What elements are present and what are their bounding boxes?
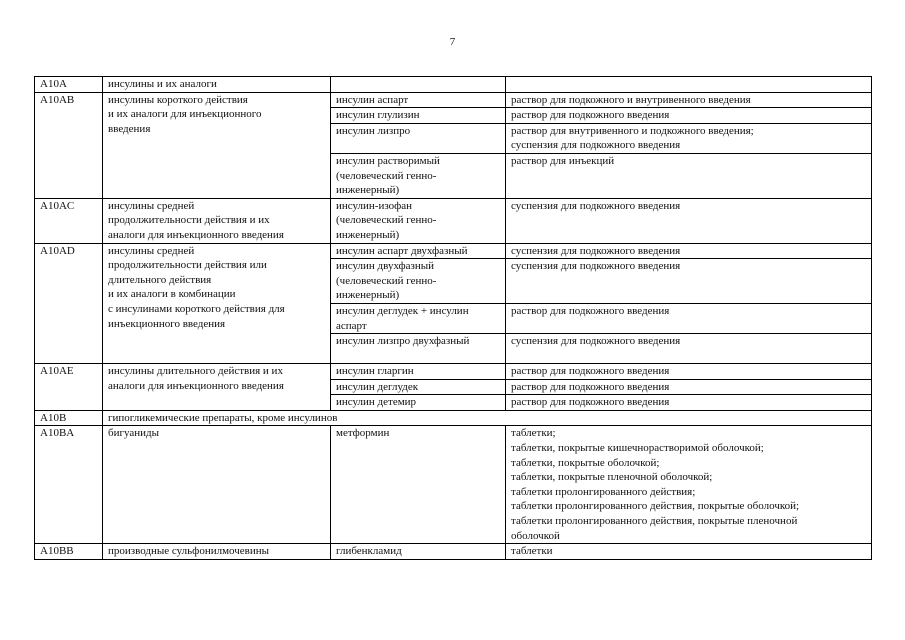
table-row [35, 426, 872, 544]
drug-name: инсулин гларгин [331, 364, 506, 380]
table-row [35, 243, 872, 259]
page-number: 7 [449, 36, 456, 48]
group-name: инсулины средней продолжительности действия и их аналоги для инъекционного введения [103, 198, 331, 243]
drug-name: инсулин аспарт двухфазный [331, 243, 506, 259]
dosage-form: таблетки; таблетки, покрытые кишечнорастворимой оболочкой; таблетки, покрытые оболочкой; таблетки, покрытые пленочной оболочкой; таблетки пролонгированного действия; таблетки пролонгированного действия, покрытые оболочкой; таблетки пролонгированного действия, покрытые пленочной оболочкой [506, 426, 872, 544]
drug-name: инсулин деглудек + инсулин аспарт [331, 303, 506, 333]
dosage-form: раствор для подкожного введения [506, 303, 872, 333]
group-name: гипогликемические препараты, кроме инсулинов [103, 410, 872, 426]
drug-name: инсулин растворимый (человеческий генно- инженерный) [331, 153, 506, 198]
drug-name: глибенкламид [331, 544, 506, 560]
table-row [35, 92, 872, 108]
drug-name: инсулин аспарт [331, 92, 506, 108]
table-row [35, 544, 872, 560]
atc-code: A10BB [35, 544, 103, 560]
group-name: инсулины и их аналоги [103, 77, 331, 93]
table-row [35, 198, 872, 243]
drug-name: метформин [331, 426, 506, 544]
atc-drug-table [34, 76, 872, 560]
dosage-form: раствор для подкожного и внутривенного введения [506, 92, 872, 108]
table-row [35, 77, 872, 93]
dosage-form: раствор для внутривенного и подкожного введения; суспензия для подкожного введения [506, 123, 872, 153]
dosage-form: раствор для подкожного введения [506, 395, 872, 411]
drug-name: инсулин двухфазный (человеческий генно- инженерный) [331, 259, 506, 304]
group-name: инсулины длительного действия и их аналоги для инъекционного введения [103, 364, 331, 411]
drug-name [331, 77, 506, 93]
atc-code: A10BA [35, 426, 103, 544]
dosage-form: раствор для инъекций [506, 153, 872, 198]
atc-code: A10B [35, 410, 103, 426]
group-name: бигуаниды [103, 426, 331, 544]
atc-code: A10AE [35, 364, 103, 411]
group-name: инсулины короткого действия и их аналоги для инъекционного введения [103, 92, 331, 198]
atc-code: A10AB [35, 92, 103, 198]
table-row [35, 410, 872, 426]
drug-name: инсулин-изофан (человеческий генно- инженерный) [331, 198, 506, 243]
table-row [35, 364, 872, 380]
group-name: инсулины средней продолжительности действия или длительного действия и их аналоги в комбинации с инсулинами короткого действия для инъекционного введения [103, 243, 331, 364]
group-name: производные сульфонилмочевины [103, 544, 331, 560]
dosage-form [506, 77, 872, 93]
atc-code: A10AD [35, 243, 103, 364]
dosage-form: раствор для подкожного введения [506, 108, 872, 124]
dosage-form: суспензия для подкожного введения [506, 243, 872, 259]
atc-code: A10A [35, 77, 103, 93]
atc-code: A10AC [35, 198, 103, 243]
dosage-form: суспензия для подкожного введения [506, 334, 872, 364]
dosage-form: суспензия для подкожного введения [506, 259, 872, 304]
dosage-form: раствор для подкожного введения [506, 364, 872, 380]
drug-name: инсулин глулизин [331, 108, 506, 124]
drug-name: инсулин лизпро [331, 123, 506, 153]
drug-name: инсулин детемир [331, 395, 506, 411]
drug-name: инсулин деглудек [331, 379, 506, 395]
dosage-form: суспензия для подкожного введения [506, 198, 872, 243]
dosage-form: раствор для подкожного введения [506, 379, 872, 395]
dosage-form: таблетки [506, 544, 872, 560]
drug-name: инсулин лизпро двухфазный [331, 334, 506, 364]
